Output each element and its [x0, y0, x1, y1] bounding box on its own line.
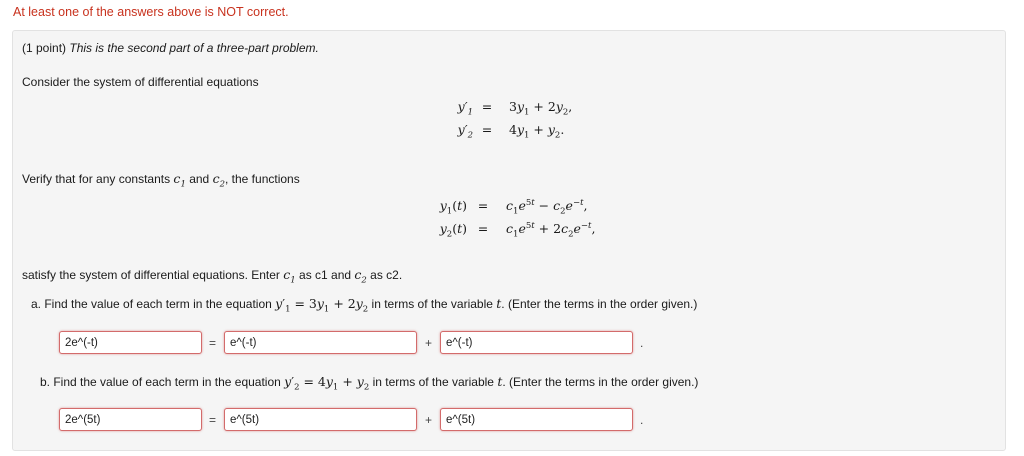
ode-lhs-2: $y'_2$ [457, 122, 473, 141]
ode-rel-1: = [481, 99, 493, 114]
function-row-1 [413, 198, 673, 216]
function-lhs-1: $y_1(t)$ [439, 198, 467, 217]
problem-intro [22, 41, 319, 55]
part-a-equation: $y'_1 = 3y_1 + 2y_2$ [275, 296, 369, 315]
part-b-equation: $y'_2 = 4y_1 + y_2$ [284, 374, 370, 393]
part-b-equals: = [209, 413, 217, 427]
part-b-answer-3[interactable] [440, 408, 633, 431]
satisfy-text: satisfy the system of differential equations. Enter $c_1$ as c1 and $c_2$ as c2. [22, 267, 403, 286]
part-a-answer-1[interactable] [59, 331, 202, 354]
ode-lhs-1: $y'_1$ [457, 99, 473, 118]
ode-row-1 [433, 99, 633, 117]
points-label: (1 point) [22, 41, 67, 55]
ode-rel-2: = [481, 122, 493, 137]
verify-text: Verify that for any constants $c_1$ and $c_2$, the functions [22, 171, 300, 190]
const-c2: $c_2$ [212, 171, 225, 190]
function-rhs-2: $c_1e^{5t} + 2c_2e^{-t}$, [506, 220, 596, 240]
part-a-answer-2[interactable] [224, 331, 417, 354]
ode-rhs-2: $4y_1 + y_2$. [509, 122, 565, 141]
ode-rhs-1: $3y_1 + 2y_2$, [509, 99, 573, 118]
function-rel-2: = [477, 221, 489, 236]
problem-box [12, 30, 1006, 451]
function-rhs-1: $c_1e^{5t} - c_2e^{-t}$, [506, 197, 588, 217]
const-c1: $c_1$ [173, 171, 186, 190]
part-b-plus: + [425, 413, 433, 427]
ode-row-2 [433, 122, 633, 140]
function-rel-1: = [477, 198, 489, 213]
part-a-answer-3[interactable] [440, 331, 633, 354]
const-c1-inline: $c_1$ [283, 267, 296, 286]
part-b-period: . [640, 413, 644, 427]
function-lhs-2: $y_2(t)$ [439, 221, 467, 240]
consider-text: Consider the system of differential equations [22, 75, 259, 89]
part-a-plus: + [425, 336, 433, 350]
problem-note: This is the second part of a three-part problem. [69, 41, 319, 55]
part-a-equals: = [209, 336, 217, 350]
function-row-2 [413, 221, 673, 239]
part-b-question: b. Find the value of each term in the equation $y'_2 = 4y_1 + y_2$ in terms of the variable t. (Enter the terms in the order given.) [40, 374, 699, 393]
const-c2-inline: $c_2$ [354, 267, 367, 286]
part-a-period: . [640, 336, 644, 350]
part-b-answer-1[interactable] [59, 408, 202, 431]
part-b-answer-2[interactable] [224, 408, 417, 431]
part-a-question: a. Find the value of each term in the equation $y'_1 = 3y_1 + 2y_2$ in terms of the variable t. (Enter the terms in the order given.) [31, 296, 698, 315]
incorrect-answer-warning: At least one of the answers above is NOT correct. [13, 5, 289, 19]
